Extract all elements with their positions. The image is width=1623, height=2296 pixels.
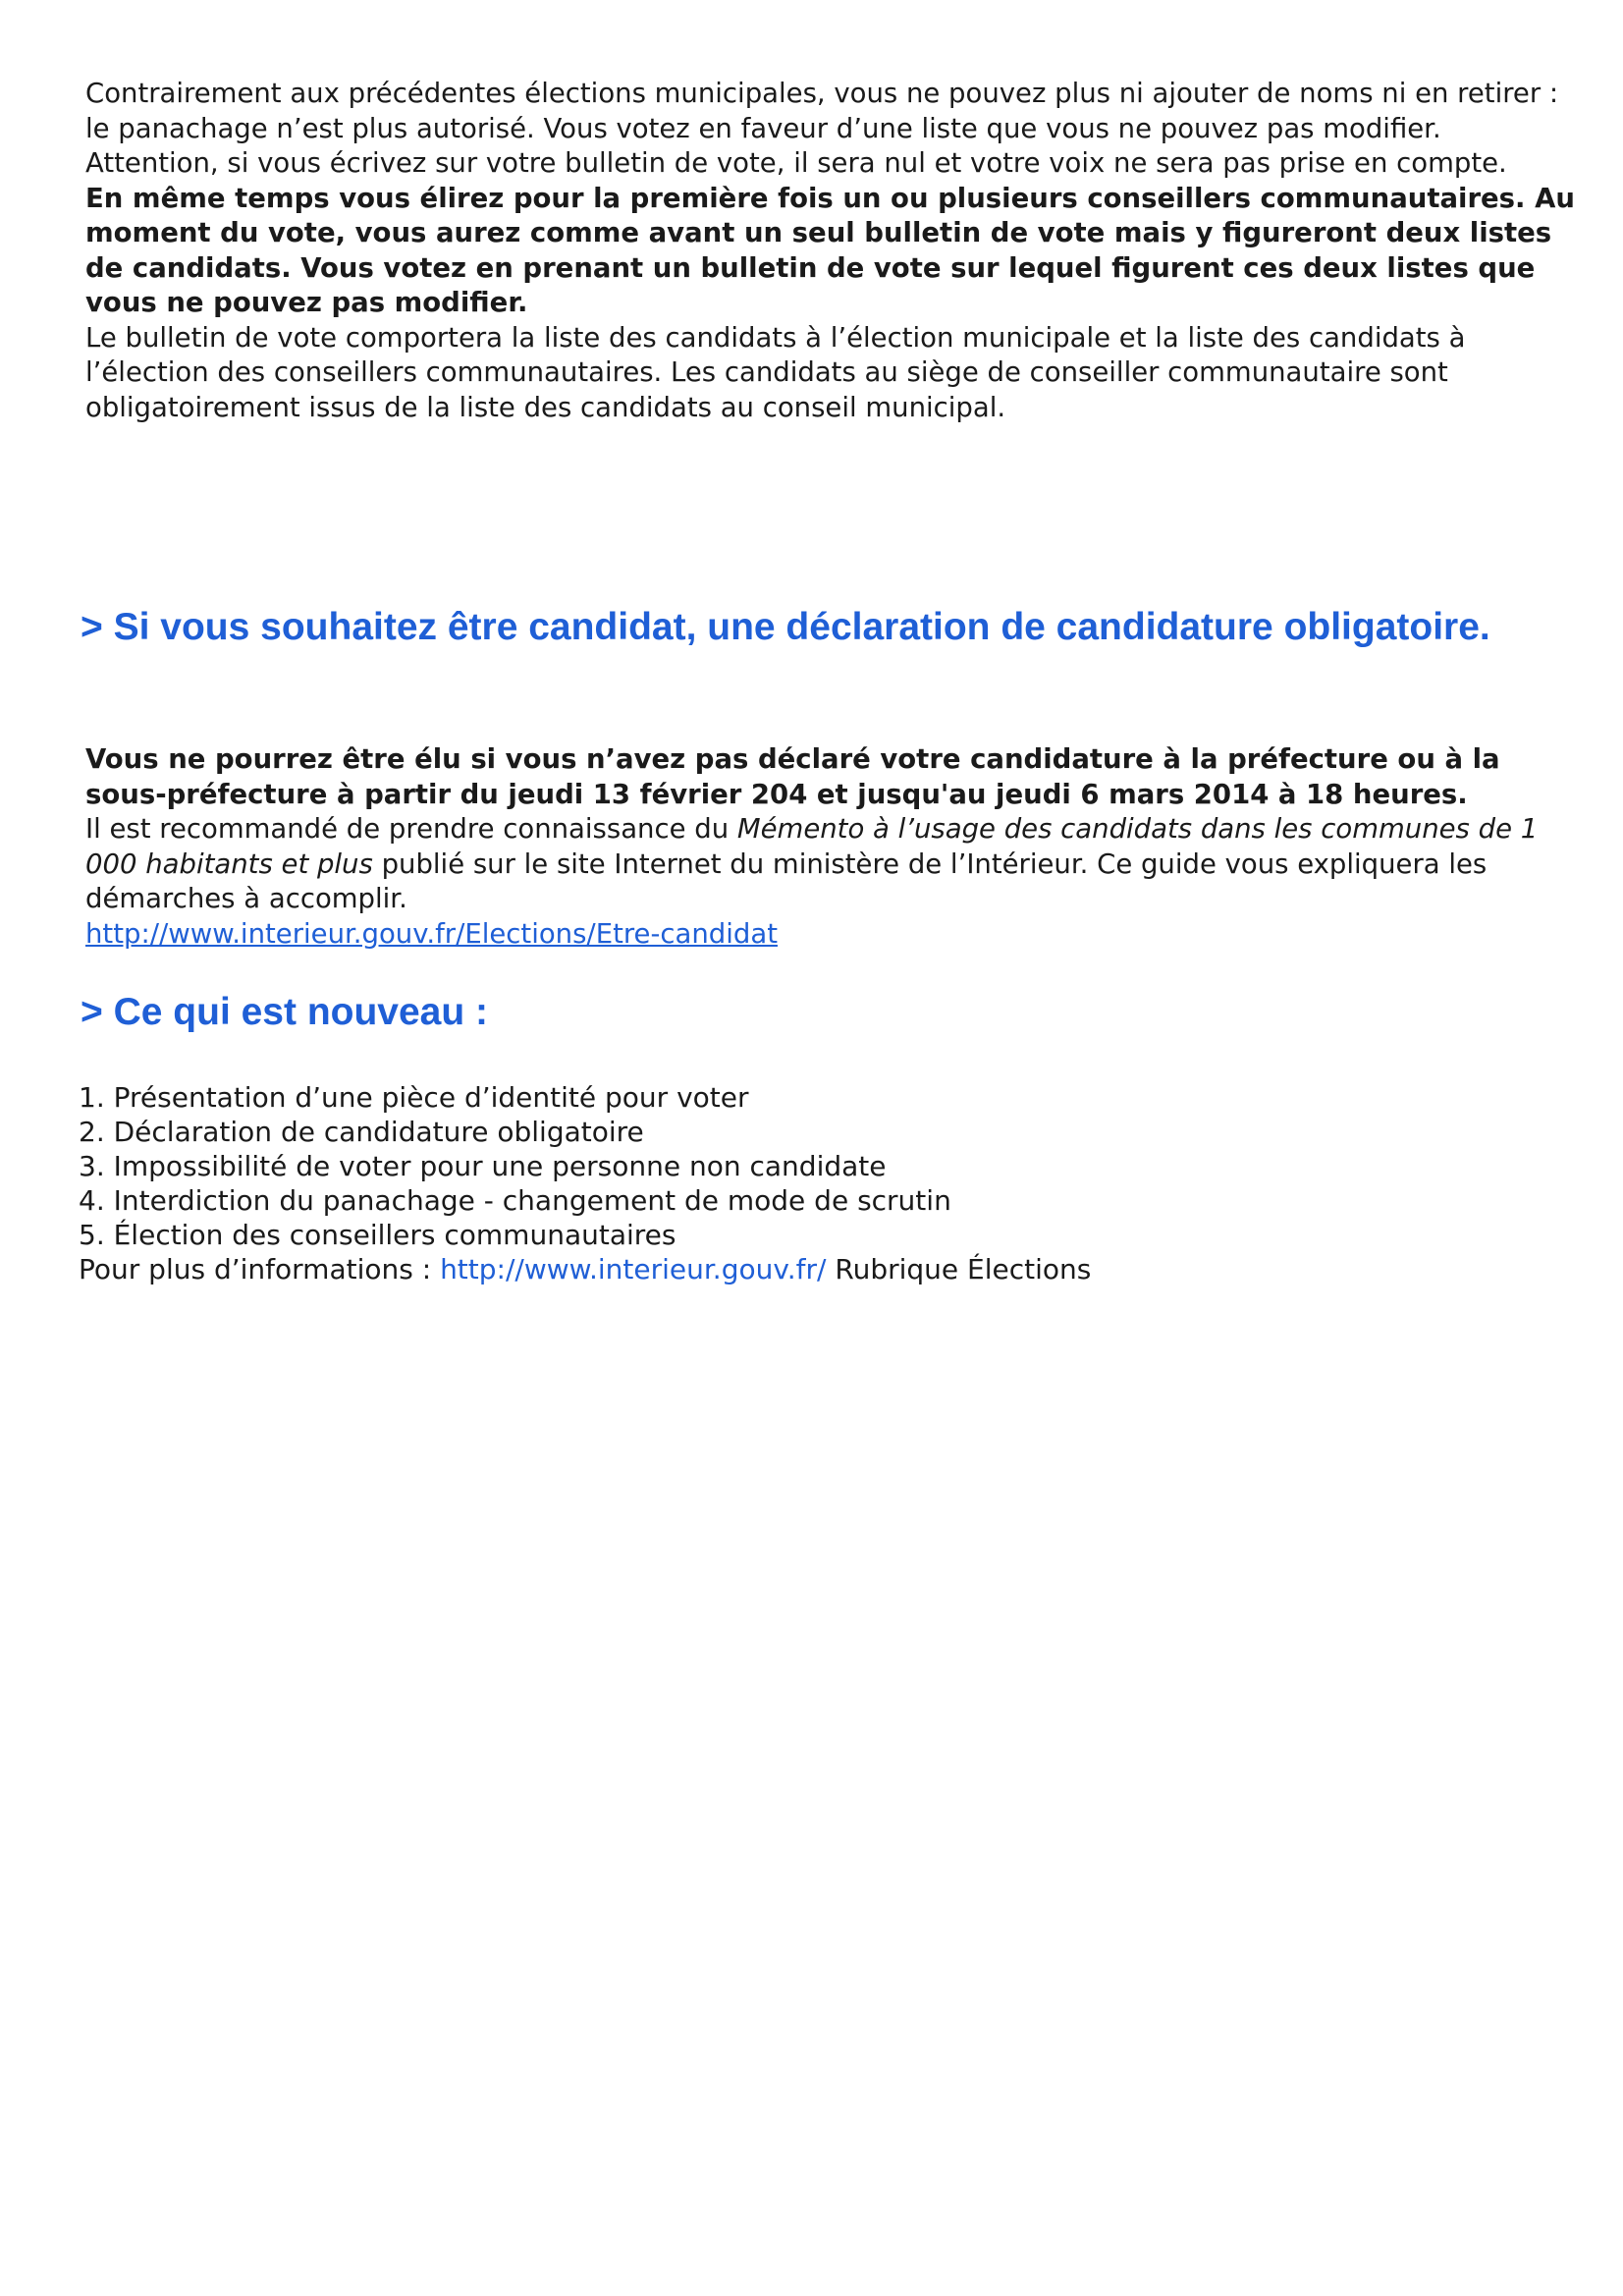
list-item: 2. Déclaration de candidature obligatoire xyxy=(79,1116,644,1148)
link-etre-candidat[interactable]: http://www.interieur.gouv.fr/Elections/Etre-candidat xyxy=(85,917,778,950)
paragraph-conseillers-communautaires: En même temps vous élirez pour la première fois un ou plusieurs conseillers communautaires. Au moment du vote, vous aurez comme avant un seul bulletin de vote mais y figureront deux listes de candidats. Vous votez en prenant un bulletin de vote sur lequel figurent ces deux listes que vous ne pouvez pas modifier. xyxy=(85,182,1575,318)
list-item: 1. Présentation d’une pièce d’identité pour voter xyxy=(79,1081,749,1114)
list-item: 5. Élection des conseillers communautaires xyxy=(79,1219,676,1251)
list-item: 4. Interdiction du panachage - changement de mode de scrutin xyxy=(79,1184,951,1217)
paragraph-memento xyxy=(85,812,1578,917)
paragraph-panachage: Contrairement aux précédentes élections municipales, vous ne pouvez plus ni ajouter de noms ni en retirer : le panachage n’est plus autorisé. Vous votez en faveur d’une liste que vous ne pouvez pas modifier. Attention, si vous écrivez sur votre bulletin de vote, il sera nul et votre voix ne sera pas prise en compte. xyxy=(85,78,1559,179)
memento-intro: Il est recommandé de prendre connaissance du xyxy=(85,813,737,845)
memento-rest: publié sur le site Internet du ministère de l’Intérieur. Ce guide vous expliquera les démarches à accomplir. xyxy=(85,847,1488,914)
more-information xyxy=(79,1252,1091,1286)
section-voting-rules xyxy=(85,77,1578,425)
paragraph-bulletin: Le bulletin de vote comportera la liste des candidats à l’élection municipale et la liste des candidats à l’élection des conseillers communautaires. Les candidats au siège de conseiller communautaire sont obligatoirement issus de la liste des candidats au conseil municipal. xyxy=(85,321,1466,423)
more-info-prefix: Pour plus d’informations : xyxy=(79,1253,441,1285)
heading-candidature: > Si vous souhaitez être candidat, une déclaration de candidature obligatoire. xyxy=(81,606,1490,648)
section-candidature xyxy=(85,742,1578,952)
list-nouveautes xyxy=(79,1080,1551,1252)
link-interieur[interactable]: http://www.interieur.gouv.fr/ xyxy=(440,1253,827,1285)
more-info-suffix: Rubrique Élections xyxy=(826,1253,1092,1285)
heading-nouveau: > Ce qui est nouveau : xyxy=(81,991,489,1033)
memento-title: Mémento à l’usage des candidats dans les communes de 1 000 habitants et plus xyxy=(85,813,1539,880)
list-item: 3. Impossibilité de voter pour une personne non candidate xyxy=(79,1150,887,1182)
paragraph-declaration-deadline: Vous ne pourrez être élu si vous n’avez pas déclaré votre candidature à la préfecture ou à la sous-préfecture à partir du jeudi 13 février 204 et jusqu'au jeudi 6 mars 2014 à 18 heures. xyxy=(85,743,1500,810)
